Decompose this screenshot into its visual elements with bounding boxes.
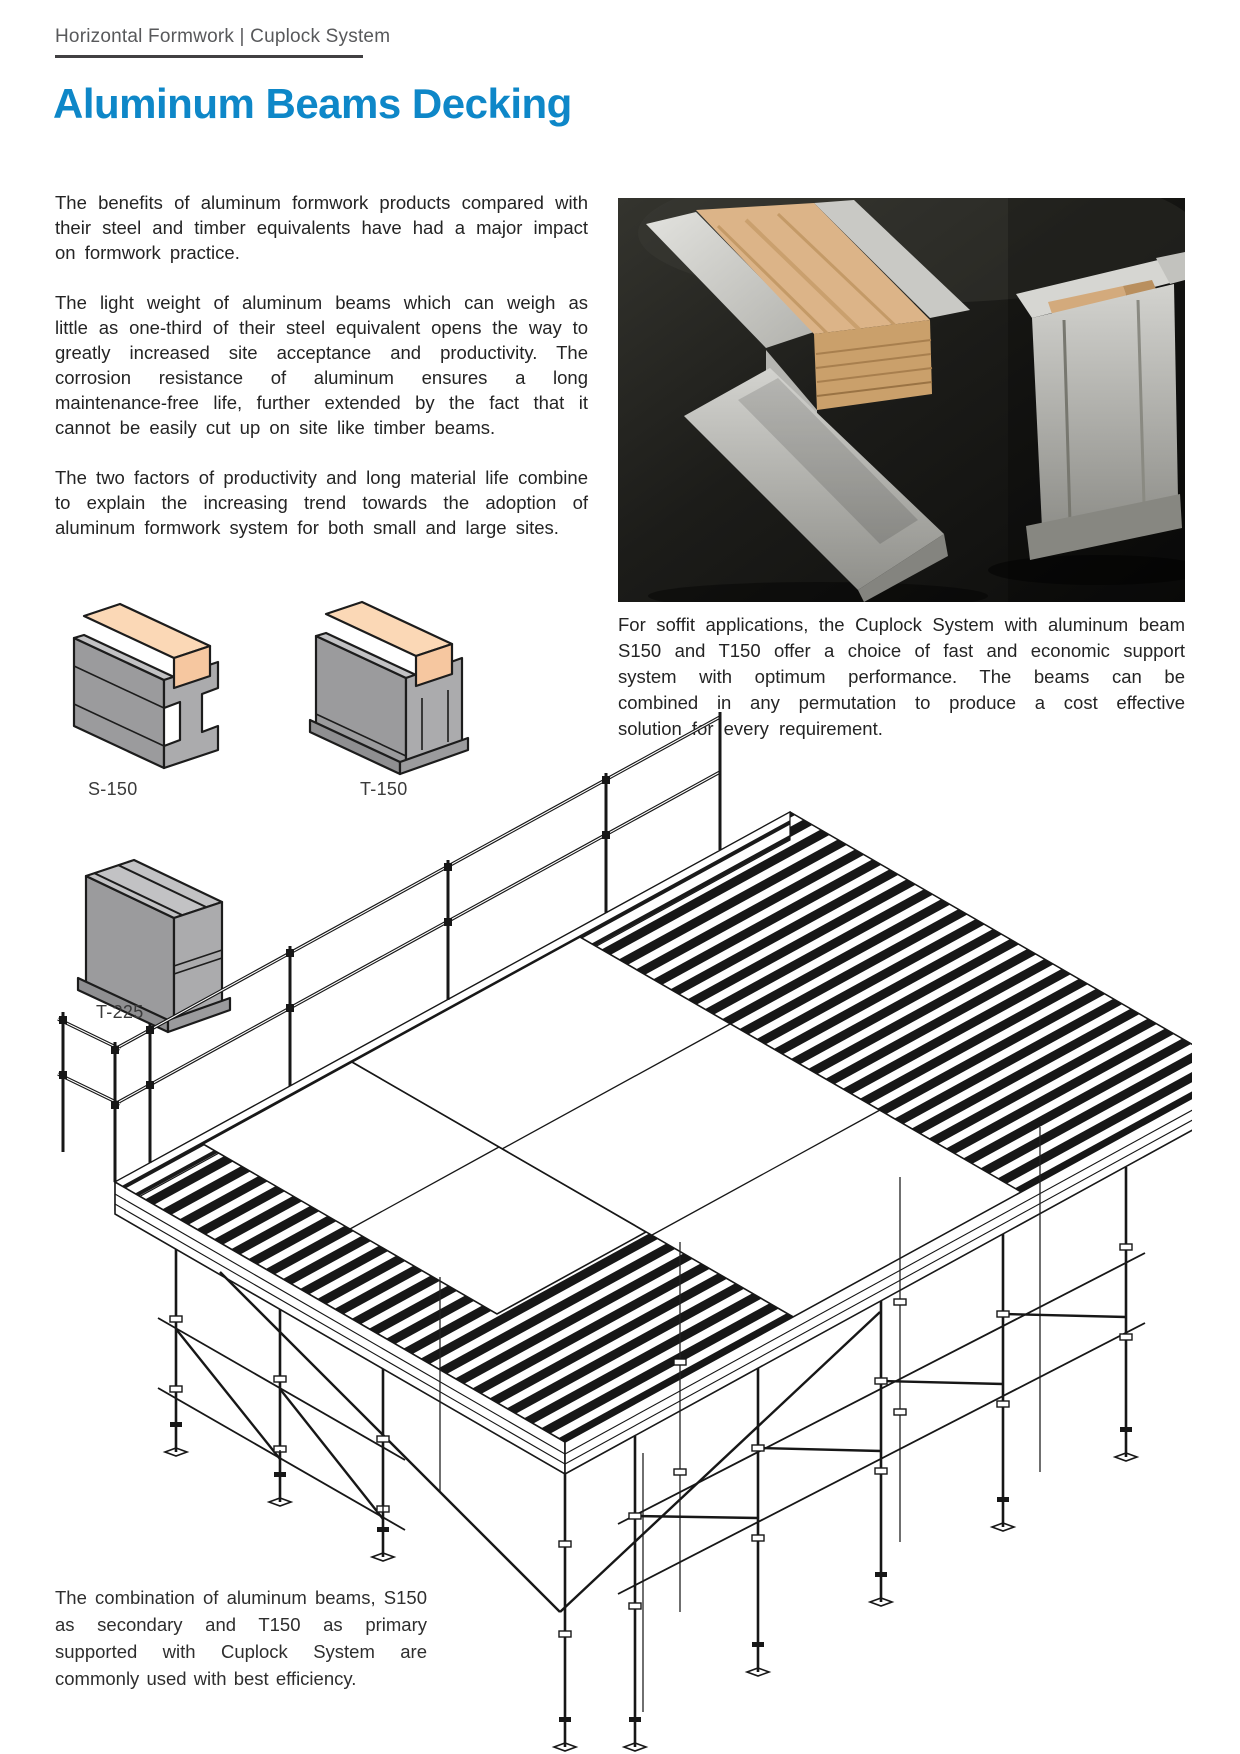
intro-text-block xyxy=(55,190,588,565)
soffit-paragraph: For soffit applications, the Cuplock System with aluminum beam S150 and T150 offer a choice of fast and economic support system with optimum performance. The beams can be combined in any permutation to produce a cost effective solution for every requirement. xyxy=(618,614,1185,739)
breadcrumb-underline xyxy=(55,55,363,58)
page-title: Aluminum Beams Decking xyxy=(53,80,572,127)
intro-paragraph-1: The benefits of aluminum formwork products compared with their steel and timber equivalents have had a major impact on formwork practice. xyxy=(55,192,588,263)
aluminum-beams-photo xyxy=(618,198,1185,602)
t150-label: T-150 xyxy=(360,779,408,799)
t225-label: T-225 xyxy=(96,1002,144,1022)
intro-paragraph-2: The light weight of aluminum beams which can weigh as little as one-third of their steel equivalent opens the way to greatly increased site acceptance and productivity. The corrosion resistance of aluminum ensures a long maintenance-free life, further extended by the fact that it cannot be easily cut up on site like timber beams. xyxy=(55,292,588,438)
bottom-caption: The combination of aluminum beams, S150 as secondary and T150 as primary supported with Cuplock System are commonly used with best efficiency. xyxy=(55,1587,427,1689)
s150-label: S-150 xyxy=(88,779,138,799)
breadcrumb: Horizontal Formwork | Cuplock System xyxy=(55,26,391,47)
intro-paragraph-3: The two factors of productivity and long material life combine to explain the increasing trend towards the adoption of aluminum formwork system for both small and large sites. xyxy=(55,467,588,538)
